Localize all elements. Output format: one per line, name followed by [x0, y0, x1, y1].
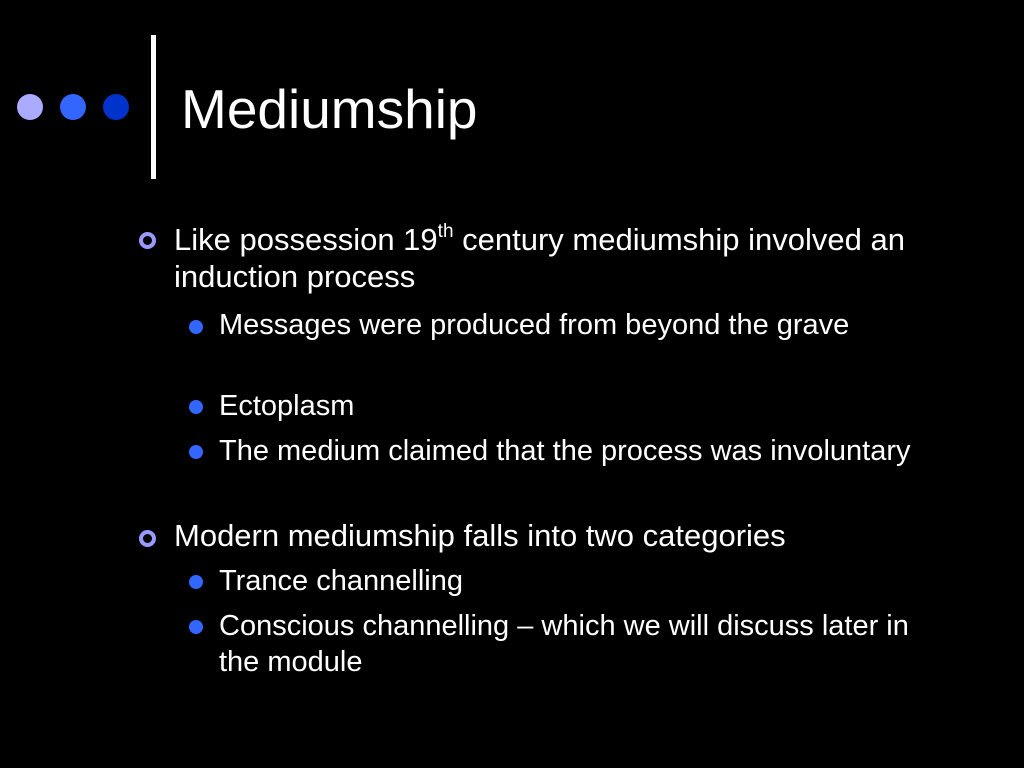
sub-bullet-text: Ectoplasm	[219, 390, 355, 422]
dot-icon	[17, 94, 43, 120]
dot-icon	[103, 94, 129, 120]
dot-bullet-icon	[189, 445, 203, 459]
bullet-text-part: century mediumship involved an induction process	[174, 222, 905, 294]
sub-bullet-text: Conscious channelling – which we will discuss later in the module	[219, 610, 909, 678]
bullet-text-part: Like possession 19	[174, 222, 438, 257]
sub-bullet-text: Trance channelling	[219, 565, 463, 597]
sub-bullet-text: The medium claimed that the process was involuntary	[219, 435, 911, 467]
sub-bullet-text: Messages were produced from beyond the grave	[219, 309, 850, 341]
bullet-superscript: th	[437, 221, 454, 242]
ring-bullet-icon	[139, 530, 156, 547]
dot-bullet-icon	[189, 320, 203, 334]
dot-bullet-icon	[189, 575, 203, 589]
bullet-text: Modern mediumship falls into two categories	[174, 518, 786, 553]
dot-icon	[60, 94, 86, 120]
dot-bullet-icon	[189, 620, 203, 634]
bullet-text	[174, 221, 914, 295]
dot-bullet-icon	[189, 400, 203, 414]
slide-title: Mediumship	[181, 78, 478, 140]
ring-bullet-icon	[139, 232, 156, 249]
title-divider	[151, 35, 156, 179]
